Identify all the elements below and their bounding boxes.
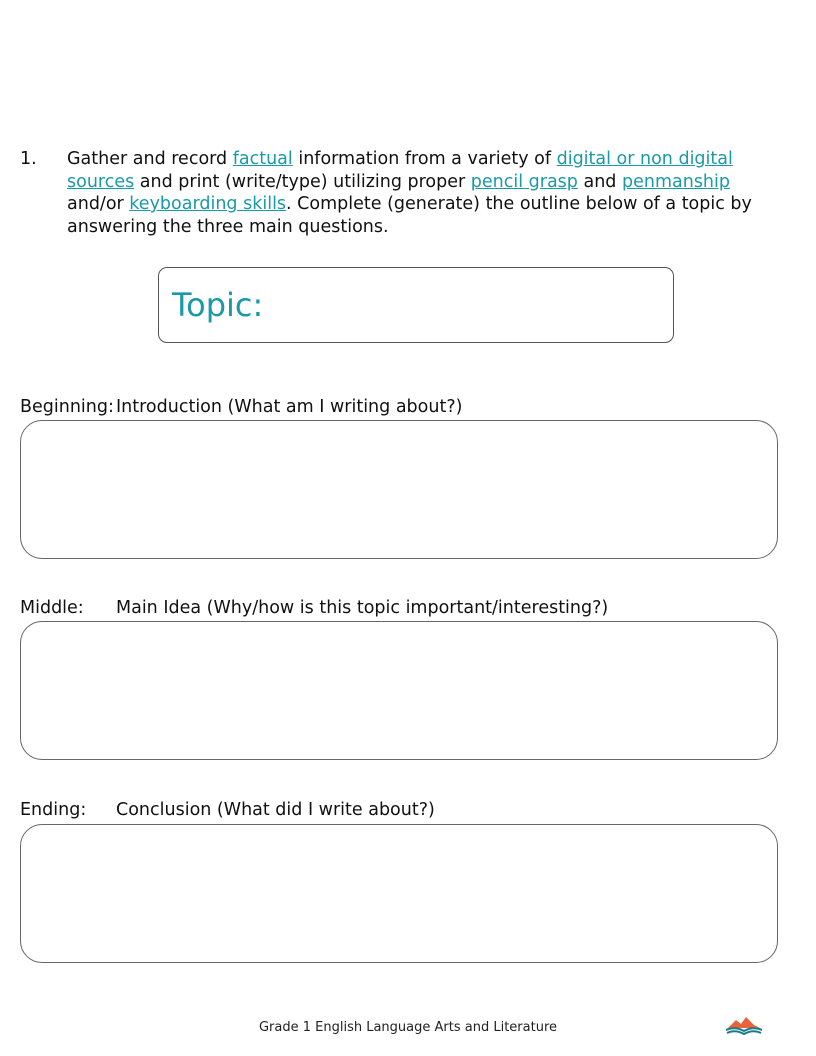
instruction-text-part: and print (write/type) utilizing proper	[134, 171, 471, 192]
keyboarding-skills-link[interactable]: keyboarding skills	[129, 194, 287, 214]
beginning-heading	[20, 396, 463, 418]
instruction-text-part: . Complete (generate) the outline below of a topic by answering the three main questions.	[67, 194, 752, 237]
middle-heading	[20, 597, 609, 619]
instruction-text-part: and	[577, 171, 622, 192]
instruction-text-part: information from a variety of	[292, 149, 557, 169]
ending-answer-box[interactable]	[20, 824, 778, 963]
open-book-mountains-icon	[724, 1012, 764, 1038]
instruction-text-part: Gather and record	[67, 149, 233, 169]
topic-label: Topic:	[172, 286, 264, 324]
middle-label: Middle:	[20, 598, 84, 618]
footer-text: Grade 1 English Language Arts and Literature	[258, 1020, 558, 1035]
instruction-number: 1.	[20, 149, 37, 169]
beginning-answer-box[interactable]	[20, 420, 778, 559]
beginning-prompt: Introduction (What am I writing about?)	[116, 397, 463, 417]
instruction-item	[20, 148, 760, 238]
penmanship-link[interactable]: penmanship	[621, 171, 730, 192]
factual-link[interactable]: factual	[232, 149, 293, 169]
ending-heading	[20, 799, 435, 821]
beginning-label: Beginning:	[20, 397, 114, 417]
ending-prompt: Conclusion (What did I write about?)	[116, 800, 435, 820]
middle-answer-box[interactable]	[20, 621, 778, 760]
digital-sources-link[interactable]: digital or non digital sources	[67, 149, 733, 192]
instruction-text	[67, 148, 760, 238]
instruction-text-part: and/or	[67, 194, 130, 214]
pencil-grasp-link[interactable]: pencil grasp	[470, 171, 578, 192]
ending-label: Ending:	[20, 800, 87, 820]
topic-box[interactable]	[158, 267, 674, 343]
middle-prompt: Main Idea (Why/how is this topic important/interesting?)	[116, 598, 609, 618]
